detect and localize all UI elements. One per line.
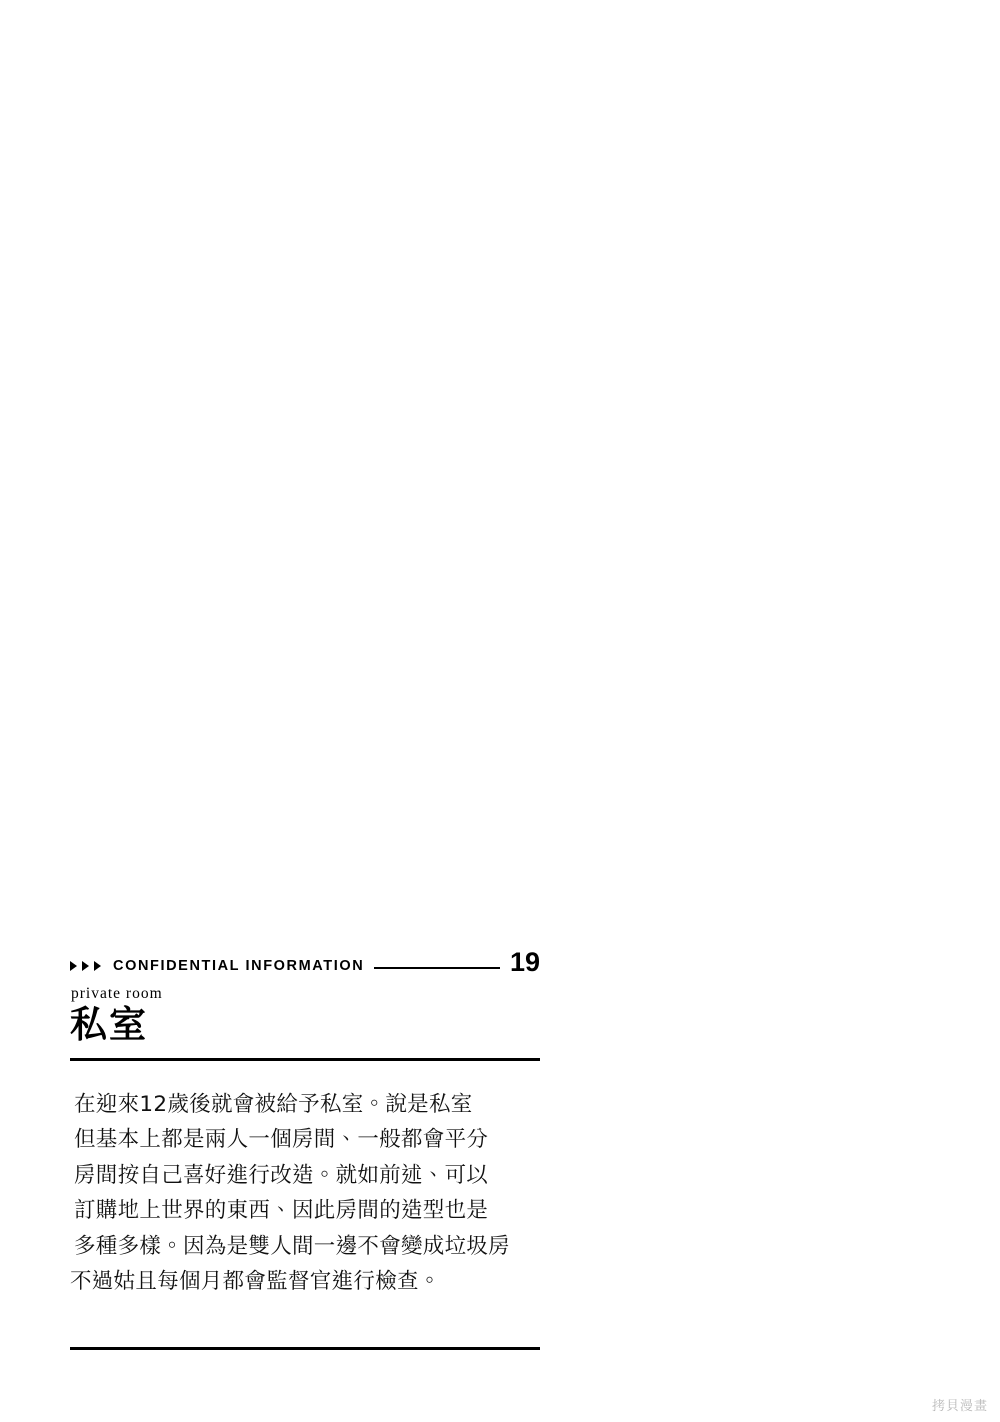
watermark-label: 拷貝漫畫 xyxy=(931,1399,988,1414)
body-line: 訂購地上世界的東西、因此房間的造型也是 xyxy=(74,1198,489,1224)
info-block xyxy=(70,947,540,1300)
title-divider xyxy=(70,1058,540,1061)
triangle-arrows-icon xyxy=(70,961,101,971)
header-divider xyxy=(374,967,500,969)
page-title: 私室 xyxy=(70,1003,148,1046)
subtitle-romaji: private room xyxy=(71,985,163,1002)
body-line: 不過姑且每個月都會監督官進行檢查。 xyxy=(70,1269,441,1295)
body-line: 多種多樣。因為是雙人間一邊不會變成垃圾房 xyxy=(74,1233,511,1259)
body-line: 在迎來12歲後就會被給予私室。說是私室 xyxy=(74,1091,473,1117)
body-line: 房間按自己喜好進行改造。就如前述、可以 xyxy=(74,1162,489,1188)
footer-divider xyxy=(70,1347,540,1350)
triangle-right-icon xyxy=(94,961,101,971)
triangle-right-icon xyxy=(70,961,77,971)
page-number: 19 xyxy=(509,947,540,977)
body-paragraph xyxy=(70,1087,540,1300)
body-line: 但基本上都是兩人一個房間、一般都會平分 xyxy=(74,1127,489,1153)
triangle-right-icon xyxy=(82,961,89,971)
section-header xyxy=(70,947,540,977)
confidential-label: CONFIDENTIAL INFORMATION xyxy=(113,958,365,974)
